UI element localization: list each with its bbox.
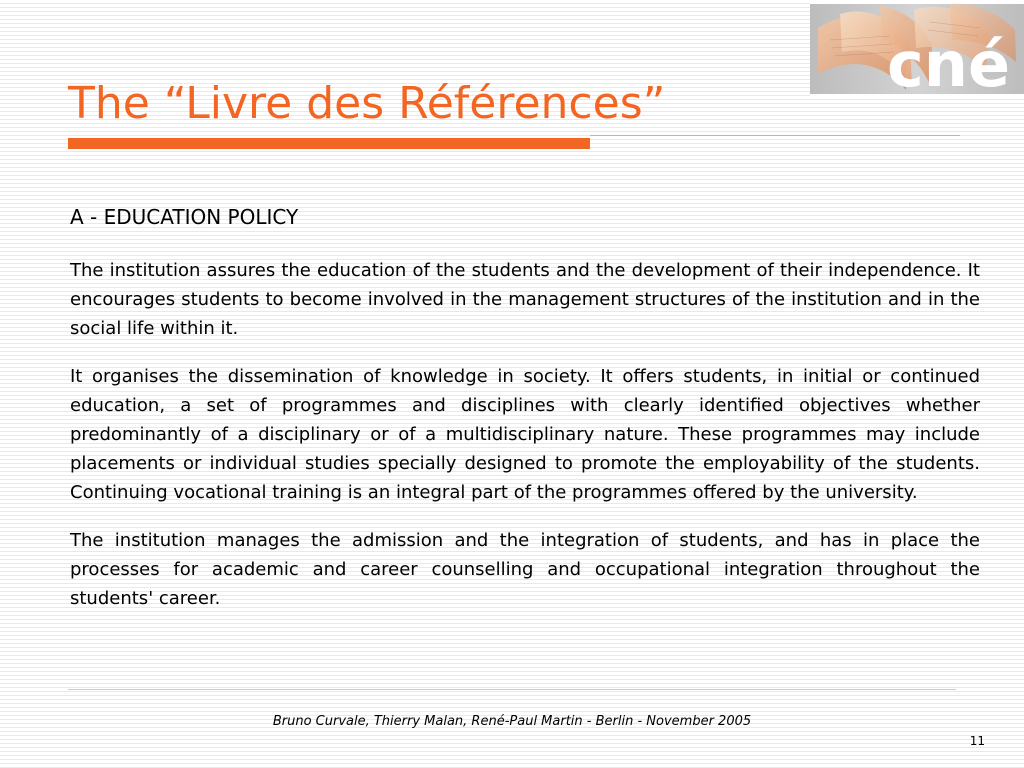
slide-title: The “Livre des Références” (68, 78, 666, 129)
paragraph-2: It organises the dissemination of knowledge in society. It offers students, in initial or continued education, a set of programmes and disciplines with clearly identified objectives whether predominantly of a disciplinary or of a multidisciplinary nature. These programmes may include placements or individual studies specially designed to promote the employability of the students. Continuing vocational training is an integral part of the programmes offered by the university. (70, 366, 980, 503)
title-underline-rule (590, 135, 960, 136)
paragraph-3: The institution manages the admission and the integration of students, and has in place the processes for academic and career counselling and occupational integration throughout the students' career. (70, 530, 980, 609)
slide-content (70, 203, 980, 634)
footer-divider (68, 689, 956, 690)
title-underline-bar (68, 138, 590, 149)
section-heading: A - EDUCATION POLICY (70, 205, 299, 229)
page-number: 11 (969, 734, 985, 748)
logo-text: cné (887, 28, 1010, 98)
book-pages-icon (810, 0, 1024, 98)
paragraph-1: The institution assures the education of the students and the development of their independence. It encourages students to become involved in the management structures of the institution and in the social life within it. (70, 260, 980, 339)
footer-credits: Bruno Curvale, Thierry Malan, René-Paul Martin - Berlin - November 2005 (272, 714, 752, 729)
cne-logo (810, 0, 1024, 98)
